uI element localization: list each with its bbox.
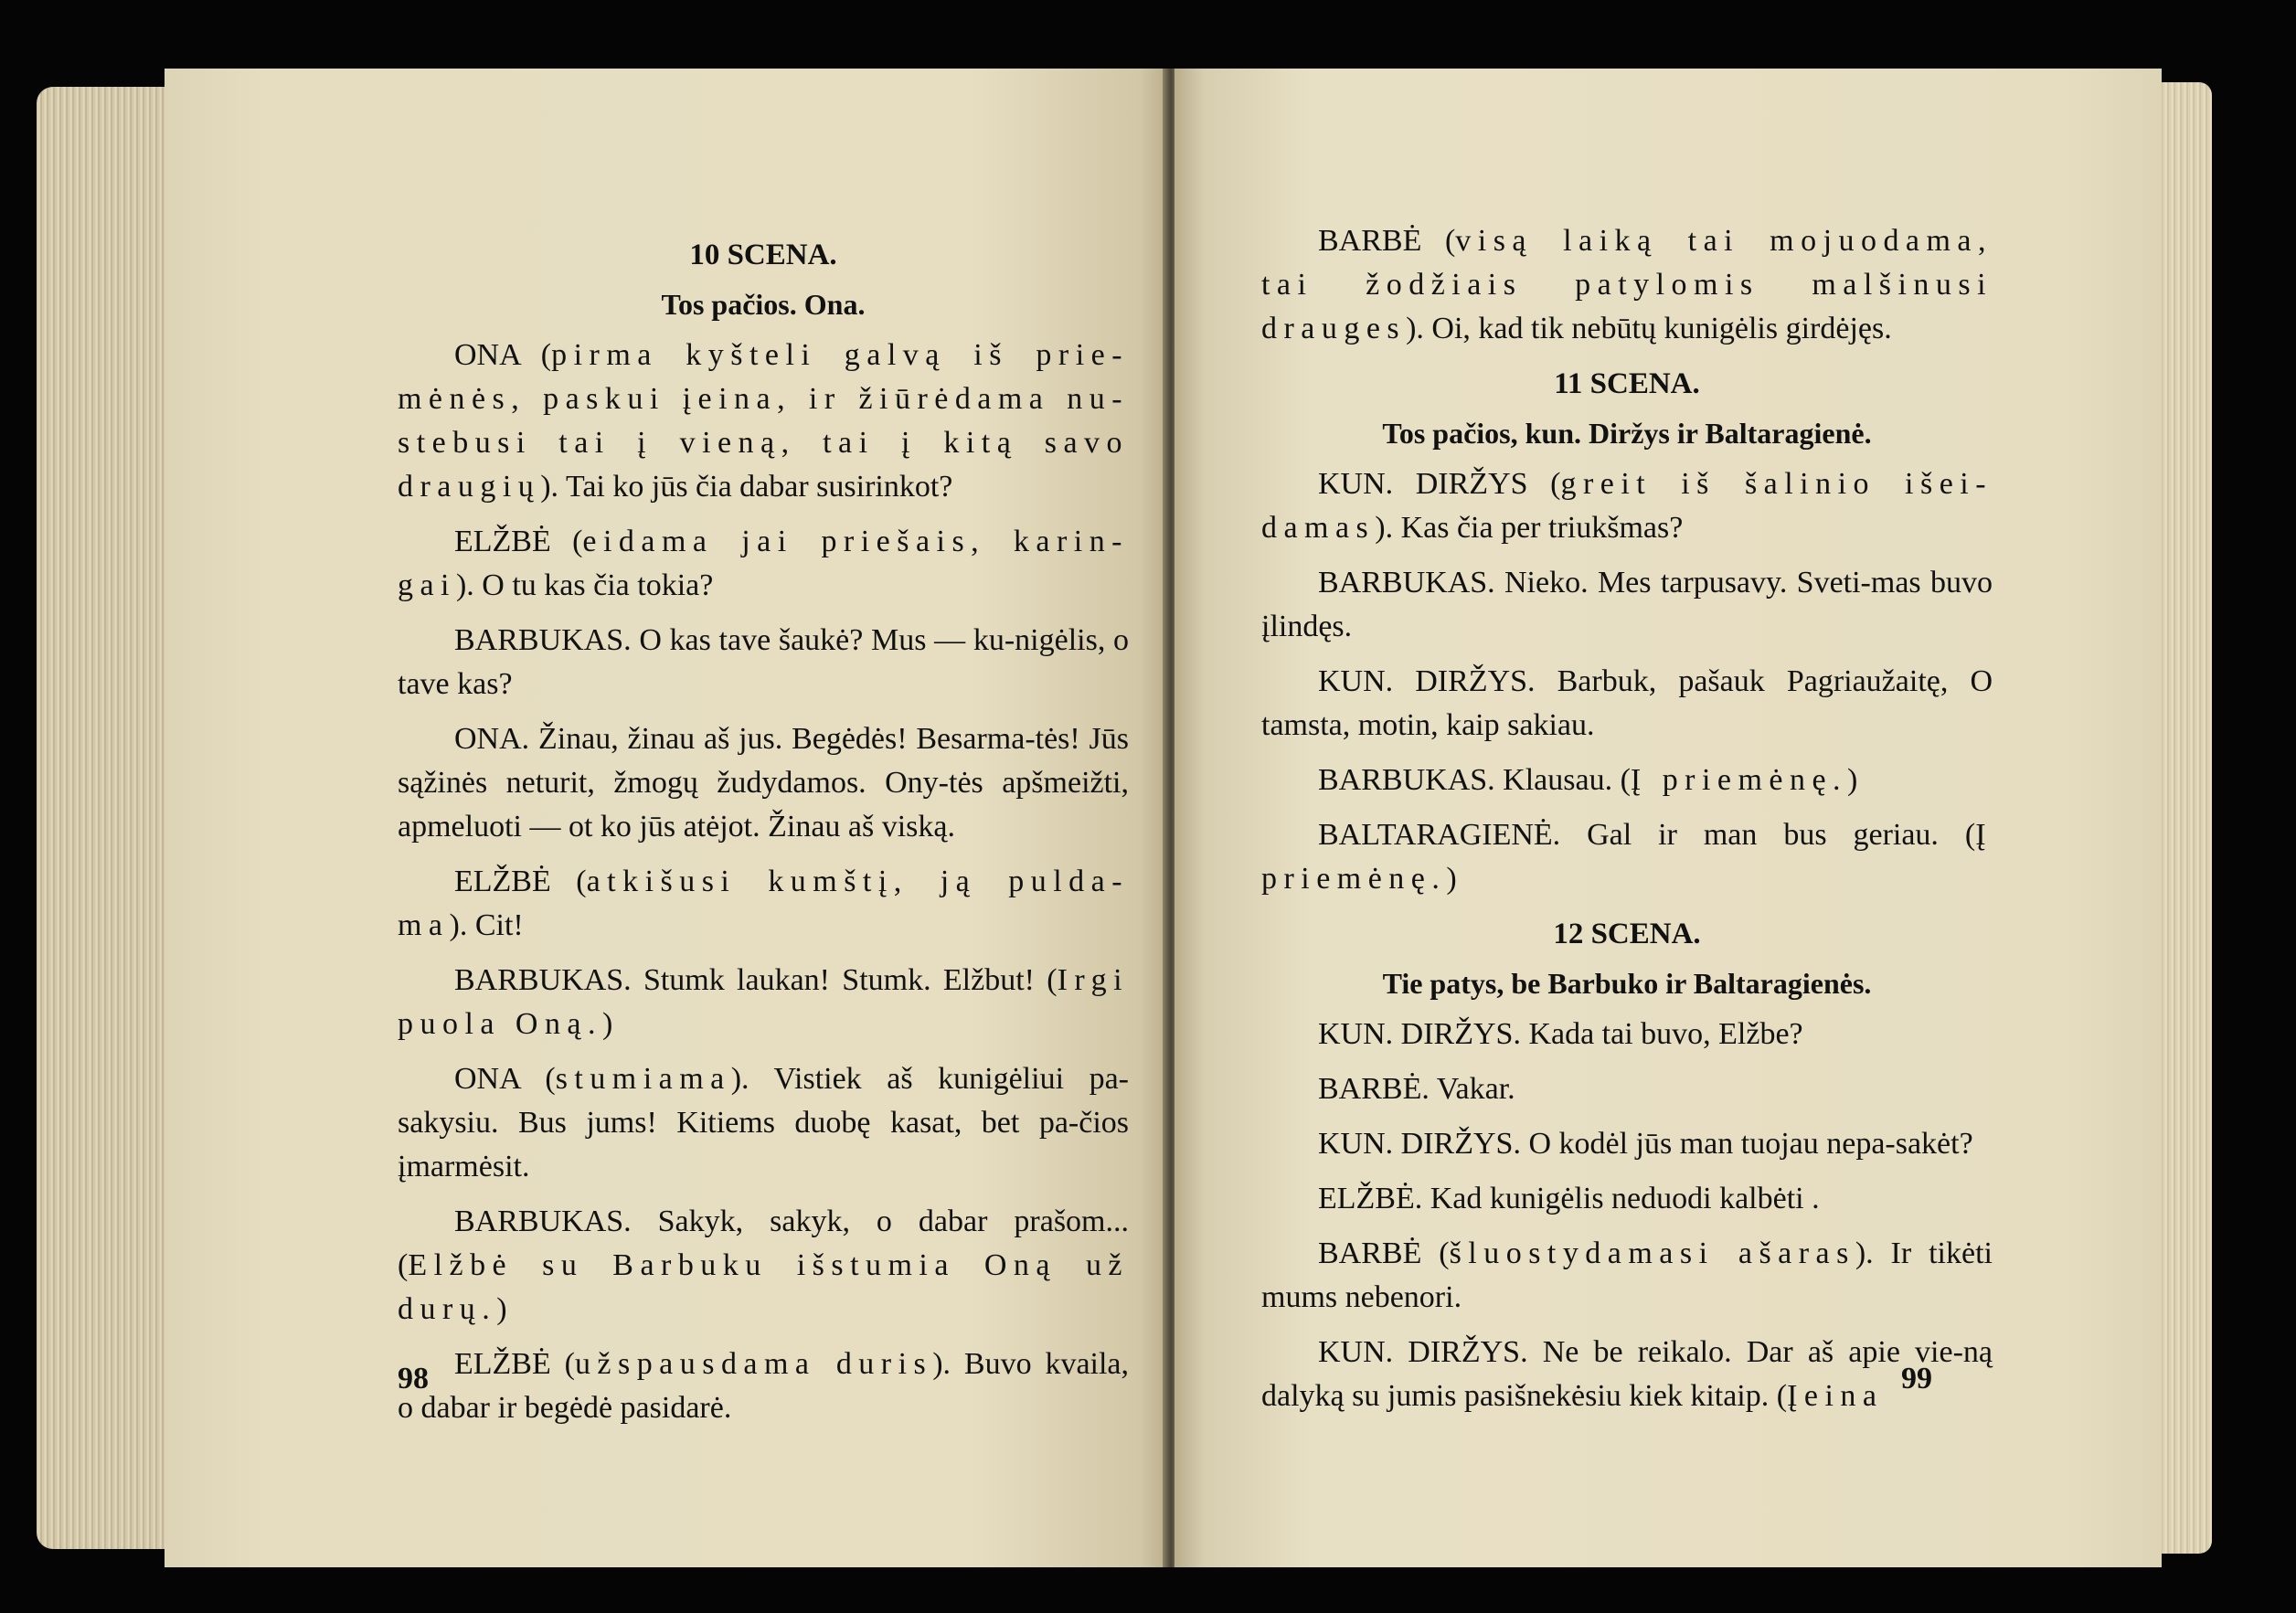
dialogue-text: ONA ( — [454, 338, 552, 372]
left-page — [165, 69, 1170, 1567]
stage-direction: Irgi puola Oną. — [398, 963, 1129, 1041]
dialogue-text: KUN. DIRŽYS. Ne be reikalo. Dar aš apie vie-ną dalyką su jumis pasišnekėsiu kiek kitaip. ( — [1261, 1335, 1993, 1413]
dialogue-text: BARBUKAS. O kas tave šaukė? Mus — ku-nigėlis, o tave kas? — [398, 623, 1129, 701]
dialogue-text: ). Ir tikėti mums nebenori. — [1261, 1236, 1993, 1314]
page-number-right: 99 — [1901, 1362, 1932, 1395]
dialogue-text: ) — [1847, 763, 1858, 797]
dialogue-text: KUN. DIRŽYS. O kodėl jūs man tuojau nepa-sakėt? — [1318, 1127, 1973, 1161]
dialogue-text: ). Buvo kvaila, o dabar ir begėdė pasidarė. — [398, 1347, 1130, 1425]
dialogue-text: ). Tai ko jūs čia dabar susirinkot? — [540, 470, 953, 504]
dialogue-text: BARBĖ ( — [1318, 1236, 1450, 1270]
page-number-left: 98 — [398, 1362, 429, 1395]
dialogue-paragraph — [398, 717, 1129, 849]
dialogue-paragraph — [1261, 1331, 1993, 1418]
page-edges-left — [37, 87, 183, 1549]
dialogue-text: ). Oi, kad tik nebūtų kunigėlis girdėjęs. — [1406, 312, 1892, 345]
dialogue-text: ELŽBĖ ( — [454, 865, 587, 898]
dialogue-text: BALTARAGIENĖ. Gal ir man bus geriau. ( — [1318, 818, 1976, 852]
dialogue-paragraph — [1261, 1067, 1993, 1111]
dialogue-paragraph — [398, 334, 1129, 509]
dialogue-text: ). Vistiek aš kunigėliui pa-sakysiu. Bus jums! Kitiems duobę kasat, bet pa-čios įmarmėsit. — [398, 1062, 1130, 1183]
dialogue-paragraph — [1261, 813, 1993, 901]
right-page — [1175, 69, 2162, 1567]
dialogue-paragraph — [1261, 462, 1993, 550]
dialogue-text: ELŽBĖ ( — [454, 1347, 575, 1381]
scene-heading: 10 SCENA. — [689, 239, 837, 271]
dialogue-paragraph — [398, 520, 1129, 608]
dialogue-text: ) — [1446, 862, 1457, 896]
scene-characters: Tos pačios. Ona. — [661, 288, 866, 321]
page-edges-right — [2157, 82, 2212, 1554]
stage-direction: pirma kyšteli galvą iš prie-mėnės, paskui įeina, ir žiūrėdama nu-stebusi tai į vieną, tai į kitą savo draugių — [398, 338, 1129, 504]
left-text-column — [398, 233, 1129, 1441]
stage-direction: atkišusi kumštį, ją pulda-ma — [398, 865, 1129, 942]
dialogue-paragraph — [1261, 561, 1993, 649]
dialogue-text: ELŽBĖ. Kad kunigėlis neduodi kalbėti . — [1318, 1182, 1820, 1215]
dialogue-paragraph — [1261, 1177, 1993, 1221]
stage-direction: Į priemėnę. — [1630, 763, 1847, 797]
dialogue-text: KUN. DIRŽYS. Kada tai buvo, Elžbe? — [1318, 1017, 1803, 1051]
dialogue-paragraph — [1261, 660, 1993, 748]
dialogue-text: ) — [601, 1007, 613, 1041]
dialogue-paragraph — [398, 619, 1129, 706]
dialogue-paragraph — [1261, 1013, 1993, 1056]
stage-direction: užspausdama duris — [574, 1347, 933, 1381]
dialogue-paragraph — [1261, 219, 1993, 351]
stage-direction: Įeina — [1787, 1379, 1884, 1413]
dialogue-text: ) — [496, 1292, 507, 1326]
dialogue-text: ). Kas čia per triukšmas? — [1375, 511, 1684, 545]
dialogue-text: ONA. Žinau, žinau aš jus. Begėdės! Besarma-tės! Jūs sąžinės neturit, žmogų žudydamos. Ony-tės apšmeižti, apmeluoti — ot ko jūs atėjot. Žinau aš viską. — [398, 722, 1129, 844]
right-text-column — [1261, 219, 1993, 1429]
dialogue-text: KUN. DIRŽYS. Barbuk, pašauk Pagriaužaitę, O tamsta, motin, kaip sakiau. — [1261, 664, 1993, 742]
dialogue-paragraph — [1261, 759, 1993, 802]
dialogue-paragraph — [398, 1057, 1129, 1189]
dialogue-paragraph — [398, 1342, 1129, 1430]
dialogue-text: BARBĖ. Vakar. — [1318, 1072, 1515, 1106]
dialogue-paragraph — [1261, 1232, 1993, 1320]
dialogue-text: ). Cit! — [449, 908, 524, 942]
open-book — [37, 69, 2212, 1567]
stage-direction: Elžbė su Barbuku išstumia Oną už durų. — [398, 1248, 1129, 1326]
dialogue-text: BARBUKAS. Sakyk, sakyk, o dabar prašom... ( — [398, 1204, 1129, 1282]
stage-direction: stumiama — [555, 1062, 731, 1096]
dialogue-text: ). O tu kas čia tokia? — [455, 568, 714, 602]
left-paragraphs — [398, 334, 1129, 1430]
stage-direction: greit iš šalinio išei-damas — [1261, 467, 1993, 545]
stage-direction: visą laiką tai mojuodama, tai žodžiais patylomis malšinusi drauges — [1261, 224, 1993, 345]
dialogue-paragraph — [398, 860, 1129, 948]
dialogue-text: KUN. DIRŽYS ( — [1318, 467, 1561, 501]
scene-characters: Tos pačios, kun. Diržys ir Baltaragienė. — [1382, 417, 1872, 450]
dialogue-paragraph — [398, 959, 1129, 1046]
dialogue-paragraph — [398, 1200, 1129, 1332]
dialogue-paragraph — [1261, 1122, 1993, 1166]
dialogue-text: ONA ( — [454, 1062, 556, 1096]
stage-direction: eidama jai priešais, karin-gai — [398, 525, 1129, 602]
scene-characters: Tie patys, be Barbuko ir Baltaragienės. — [1382, 967, 1872, 1000]
dialogue-text: BARBĖ ( — [1318, 224, 1456, 258]
dialogue-text: BARBUKAS. Stumk laukan! Stumk. Elžbut! ( — [454, 963, 1058, 997]
dialogue-text: BARBUKAS. Nieko. Mes tarpusavy. Sveti-mas buvo įlindęs. — [1261, 566, 1993, 643]
dialogue-text: ELŽBĖ ( — [454, 525, 583, 558]
stage-direction: šluostydamasi ašaras — [1449, 1236, 1855, 1270]
scene-heading: 12 SCENA. — [1553, 918, 1701, 950]
scene-heading: 11 SCENA. — [1554, 367, 1700, 400]
dialogue-text: BARBUKAS. Klausau. ( — [1318, 763, 1631, 797]
stage-direction: Į priemėnę. — [1261, 818, 1993, 896]
